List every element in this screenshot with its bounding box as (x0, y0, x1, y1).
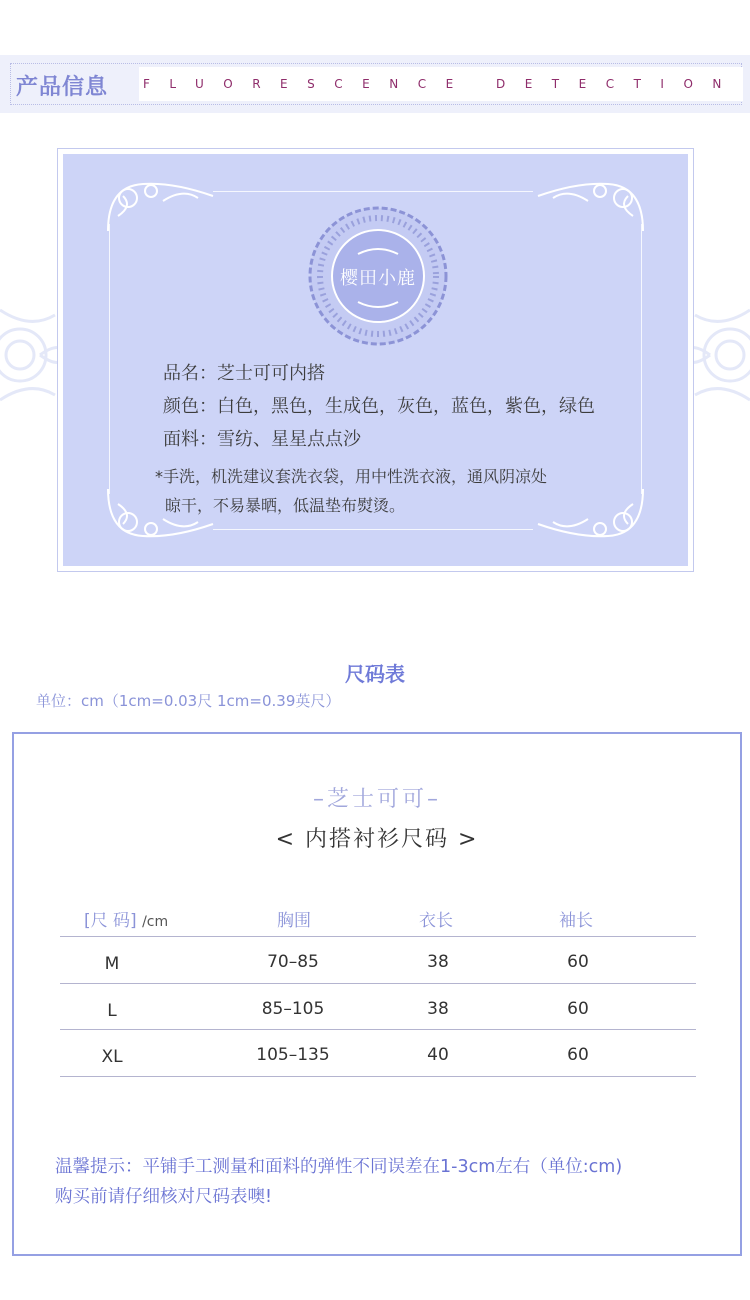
table-rule (60, 1029, 696, 1030)
care-note-line-2: 晾干，不易暴晒，低温垫布熨烫。 (165, 496, 406, 515)
product-color-row (163, 390, 595, 423)
brand-logo-text: 樱田小鹿 (340, 268, 416, 289)
table-rule (60, 983, 696, 984)
product-name-label: 品名： (163, 363, 217, 384)
care-instructions (155, 462, 625, 520)
corner-ornament-top-left (103, 176, 218, 236)
table-row-m-size: M (104, 954, 120, 974)
product-name-row (163, 357, 595, 390)
corner-ornament-top-right (533, 176, 648, 236)
size-chart-title: 尺码表 (345, 662, 405, 686)
size-table-title: < 内搭衬衫尺码 > (275, 827, 479, 852)
header-frame (10, 63, 742, 105)
measurement-tip (55, 1152, 715, 1212)
table-rule (60, 936, 696, 937)
product-fabric-label: 面料： (163, 429, 217, 450)
header-band (0, 55, 750, 113)
product-fabric-row (163, 423, 595, 456)
product-color-value: 白色，黑色，生成色，灰色，蓝色，紫色，绿色 (217, 396, 595, 417)
product-info-list (163, 357, 595, 456)
product-info-panel (63, 154, 688, 566)
table-row-l-length: 38 (427, 999, 449, 1019)
col-header-size (84, 906, 168, 931)
table-row-xl-chest: 105–135 (256, 1045, 330, 1065)
product-fabric-value: 雪纺、星星点点沙 (217, 429, 361, 450)
brand-subtitle: –芝士可可– (312, 787, 441, 812)
col-header-size-label: [尺 码] (84, 911, 137, 931)
col-header-length: 衣长 (419, 911, 453, 931)
table-row-xl-size: XL (101, 1047, 123, 1067)
col-header-chest: 胸围 (277, 911, 311, 931)
table-row-l-size: L (107, 1001, 117, 1021)
unit-note: 单位：cm（1cm=0.03尺 1cm=0.39英尺） (36, 692, 341, 710)
table-row-l-sleeve: 60 (567, 999, 589, 1019)
product-color-label: 颜色： (163, 396, 217, 417)
table-row-m-length: 38 (427, 952, 449, 972)
table-row-l-chest: 85–105 (261, 999, 325, 1019)
product-info-card (57, 148, 694, 572)
table-row-m-chest: 70–85 (267, 952, 319, 972)
table-rule (60, 1076, 696, 1077)
col-header-sleeve: 袖长 (559, 911, 593, 931)
col-header-size-unit: /cm (142, 914, 169, 930)
care-note-line-1: *手洗，机洗建议套洗衣袋，用中性洗衣液，通风阴凉处 (155, 467, 548, 486)
size-chart-box (12, 732, 742, 1256)
measurement-tip-line-1: 温馨提示：平铺手工测量和面料的弹性不同误差在1-3cm左右（单位:cm) (55, 1157, 623, 1177)
measurement-tip-line-2: 购买前请仔细核对尺码表噢! (55, 1187, 273, 1207)
header-title: 产品信息 (16, 74, 109, 100)
header-subtitle: FLUORESCENCE DETECTION (139, 67, 743, 101)
product-name-value: 芝士可可内搭 (217, 363, 325, 384)
table-row-xl-length: 40 (427, 1045, 449, 1065)
table-row-m-sleeve: 60 (567, 952, 589, 972)
table-row-xl-sleeve: 60 (567, 1045, 589, 1065)
